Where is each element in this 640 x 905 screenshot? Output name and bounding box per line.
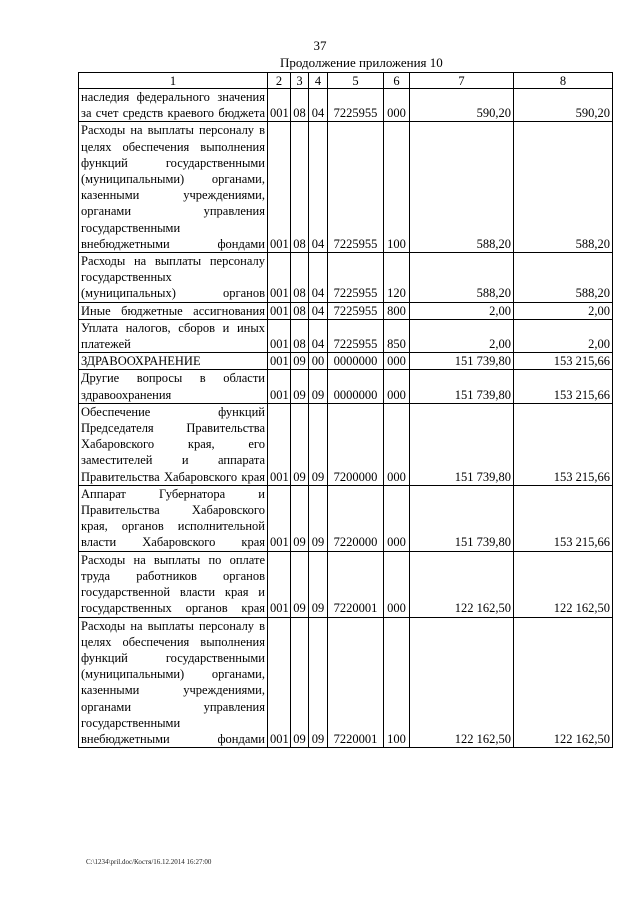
row-value-year1: 588,20 [410,122,514,253]
row-value-year2: 153 215,66 [514,353,613,370]
row-code-section: 09 [291,403,309,485]
page-number: 37 [313,38,327,53]
column-header: 4 [309,73,328,89]
row-code-type: 000 [384,370,410,403]
row-code-ministry: 001 [268,122,291,253]
row-value-year1: 151 739,80 [410,353,514,370]
row-code-ministry: 001 [268,89,291,122]
row-code-target: 0000000 [328,353,384,370]
row-value-year1: 590,20 [410,89,514,122]
row-code-ministry: 001 [268,319,291,352]
row-code-section: 09 [291,370,309,403]
table-row [79,89,613,122]
row-code-target: 0000000 [328,370,384,403]
table-row [79,485,613,551]
row-code-ministry: 001 [268,253,291,303]
row-code-ministry: 001 [268,617,291,748]
column-header: 8 [514,73,613,89]
row-code-target: 7220001 [328,551,384,617]
row-value-year1: 2,00 [410,319,514,352]
row-code-ministry: 001 [268,485,291,551]
row-code-section: 08 [291,122,309,253]
table-row [79,302,613,319]
row-value-year2: 122 162,50 [514,617,613,748]
row-code-section: 09 [291,617,309,748]
row-code-section: 09 [291,551,309,617]
row-code-subsection: 09 [309,551,328,617]
row-code-target: 7220000 [328,485,384,551]
row-code-section: 09 [291,353,309,370]
table-row [79,617,613,748]
row-value-year1: 122 162,50 [410,617,514,748]
column-header: 5 [328,73,384,89]
column-header: 1 [79,73,268,89]
table-row [79,551,613,617]
row-value-year2: 2,00 [514,319,613,352]
row-value-year2: 122 162,50 [514,551,613,617]
column-header: 2 [268,73,291,89]
row-code-type: 000 [384,551,410,617]
row-name: Другие вопросы в области здравоохранения [79,370,268,403]
row-code-target: 7225955 [328,302,384,319]
row-code-type: 000 [384,403,410,485]
row-code-subsection: 09 [309,403,328,485]
row-code-subsection: 00 [309,353,328,370]
column-header: 7 [410,73,514,89]
row-code-type: 120 [384,253,410,303]
row-code-target: 7200000 [328,403,384,485]
row-value-year1: 151 739,80 [410,485,514,551]
row-code-subsection: 09 [309,617,328,748]
row-value-year2: 153 215,66 [514,403,613,485]
table-row [79,403,613,485]
row-name: наследия федерального значения за счет средств краевого бюджета [79,89,268,122]
row-name: Обеспечение функций Председателя Правительства Хабаровского края, его заместителей и аппарата Правительства Хабаровского края [79,403,268,485]
continuation-title: Продолжение приложения 10 [280,55,443,70]
row-code-type: 000 [384,485,410,551]
row-value-year1: 2,00 [410,302,514,319]
row-code-target: 7220001 [328,617,384,748]
row-name: Аппарат Губернатора и Правительства Хабаровского края, органов исполнительной власти Хабаровского края [79,485,268,551]
table-row [79,253,613,303]
table-row [79,370,613,403]
row-code-section: 08 [291,302,309,319]
table-row [79,122,613,253]
row-value-year1: 151 739,80 [410,370,514,403]
row-value-year2: 153 215,66 [514,370,613,403]
row-value-year2: 2,00 [514,302,613,319]
row-code-ministry: 001 [268,551,291,617]
row-code-ministry: 001 [268,302,291,319]
row-value-year2: 588,20 [514,122,613,253]
row-code-type: 000 [384,89,410,122]
row-name: Расходы на выплаты персоналу в целях обеспечения выполнения функций государственными (муниципальными) органами, казенными учреждениями, органами управления государственными внебюджетными фондами [79,617,268,748]
row-name: Иные бюджетные ассигнования [79,302,268,319]
row-code-section: 08 [291,89,309,122]
table-row [79,353,613,370]
row-code-section: 09 [291,485,309,551]
budget-table [78,72,613,748]
row-code-subsection: 04 [309,122,328,253]
row-code-ministry: 001 [268,353,291,370]
row-name: Расходы на выплаты по оплате труда работников органов государственной власти края и государственных органов края [79,551,268,617]
row-code-ministry: 001 [268,370,291,403]
row-code-subsection: 09 [309,485,328,551]
column-header: 3 [291,73,309,89]
row-code-subsection: 09 [309,370,328,403]
row-name: Расходы на выплаты персоналу государственных (муниципальных) органов [79,253,268,303]
row-code-target: 7225955 [328,319,384,352]
row-code-section: 08 [291,319,309,352]
row-value-year1: 151 739,80 [410,403,514,485]
row-code-target: 7225955 [328,253,384,303]
row-value-year2: 590,20 [514,89,613,122]
footer-file-path: C:\1234\pril.doc/Костя/16.12.2014 16:27:00 [86,858,212,866]
table-row [79,319,613,352]
row-code-subsection: 04 [309,302,328,319]
row-code-section: 08 [291,253,309,303]
row-name: ЗДРАВООХРАНЕНИЕ [79,353,268,370]
row-value-year2: 153 215,66 [514,485,613,551]
row-code-target: 7225955 [328,89,384,122]
row-code-type: 800 [384,302,410,319]
row-code-type: 850 [384,319,410,352]
row-code-subsection: 04 [309,253,328,303]
column-header: 6 [384,73,410,89]
row-code-type: 000 [384,353,410,370]
row-name: Уплата налогов, сборов и иных платежей [79,319,268,352]
row-code-type: 100 [384,122,410,253]
row-name: Расходы на выплаты персоналу в целях обеспечения выполнения функций государственными (муниципальными) органами, казенными учреждениями, органами управления государственными внебюджетными фондами [79,122,268,253]
row-value-year1: 588,20 [410,253,514,303]
row-code-type: 100 [384,617,410,748]
row-code-subsection: 04 [309,89,328,122]
row-code-ministry: 001 [268,403,291,485]
row-value-year2: 588,20 [514,253,613,303]
row-code-target: 7225955 [328,122,384,253]
row-code-subsection: 04 [309,319,328,352]
row-value-year1: 122 162,50 [410,551,514,617]
table-header-row [79,73,613,89]
